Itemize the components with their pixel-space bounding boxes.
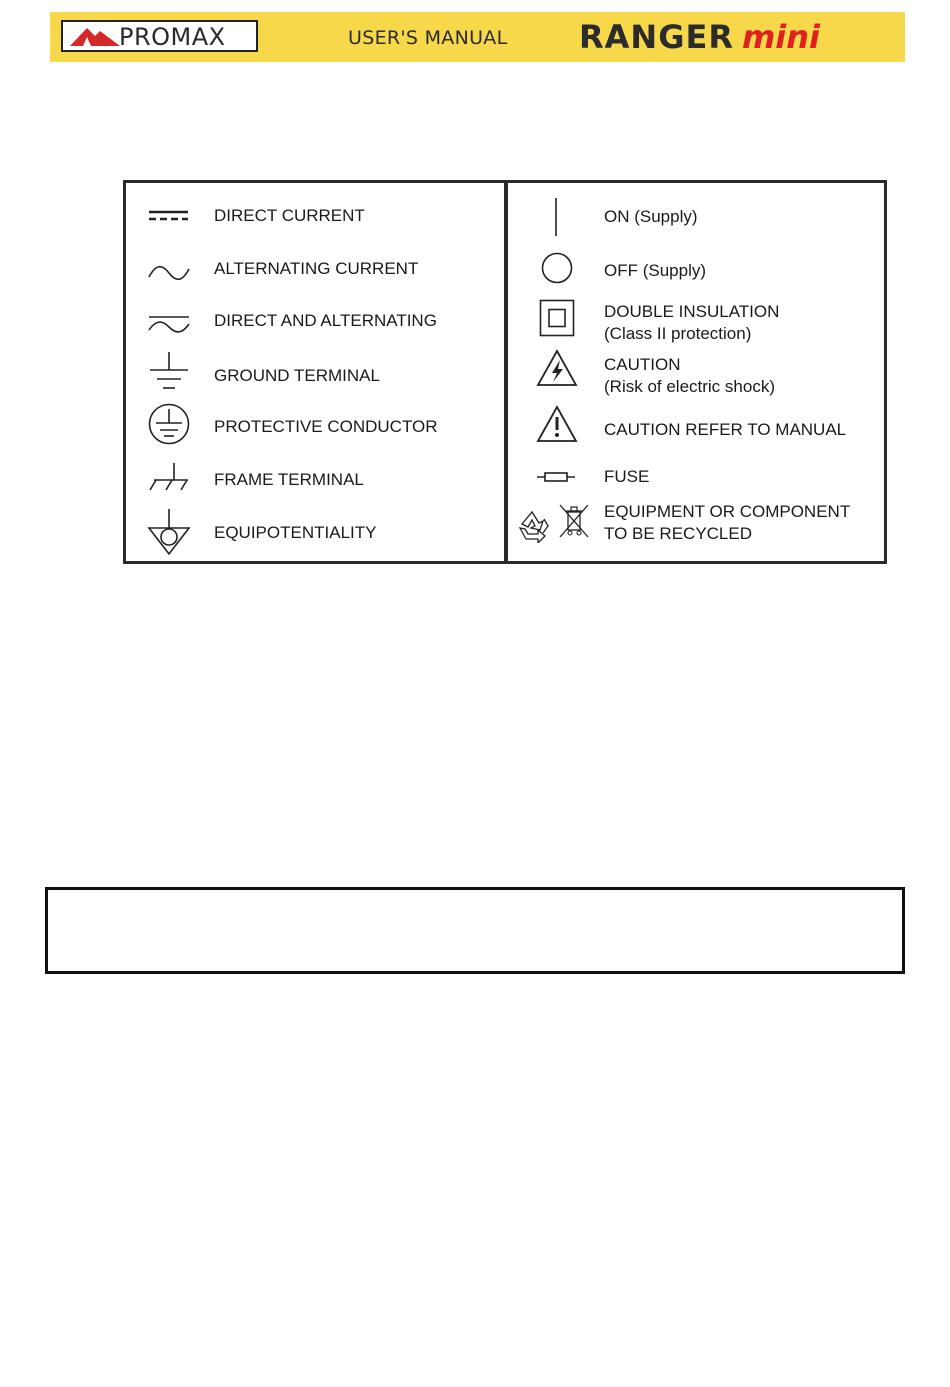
symbol-row [508,349,884,395]
symbol-label: EQUIPMENT OR COMPONENT [604,502,851,521]
symbol-row [508,251,884,285]
product-name: RANGER [579,18,734,56]
manual-title: USER'S MANUAL [348,27,508,49]
symbol-label: PROTECTIVE CONDUCTOR [214,417,438,436]
symbol-label: CAUTION [604,355,681,374]
electric-shock-warning-icon [536,349,578,387]
caution-warning-icon [536,405,578,443]
symbol-label: DIRECT CURRENT [214,206,365,225]
symbol-label-secondary: TO BE RECYCLED [604,524,753,543]
symbol-label: FRAME TERMINAL [214,470,364,489]
symbol-row [126,310,504,340]
symbol-row [126,205,504,235]
symbol-label: DIRECT AND ALTERNATING [214,311,437,330]
symbol-label: OFF (Supply) [604,261,707,280]
equipotentiality-icon [147,508,191,556]
symbol-row [126,508,504,556]
symbol-row [508,463,884,491]
brand-name: PROMAX [119,23,226,51]
direct-and-alternating-icon [148,314,190,336]
symbol-label-secondary: (Class II protection) [604,324,752,343]
promax-logo-mark-icon [69,25,121,47]
symbol-label: DOUBLE INSULATION [604,302,780,321]
symbol-label: ALTERNATING CURRENT [214,259,419,278]
symbols-right-column [508,183,884,561]
symbol-label-secondary: (Risk of electric shock) [604,377,775,396]
product-suffix: mini [741,18,821,56]
symbol-row [508,298,884,344]
symbols-table [123,180,887,564]
ground-terminal-icon [148,351,190,393]
symbol-row [508,501,884,547]
symbol-row [508,195,884,237]
symbols-left-column [126,183,504,561]
recycle-icon [514,509,550,543]
off-supply-icon [540,251,574,285]
on-supply-icon [546,197,566,237]
symbol-label: CAUTION REFER TO MANUAL [604,420,847,439]
symbol-row [126,258,504,288]
protective-conductor-icon [147,402,191,446]
symbol-label: GROUND TERMINAL [214,366,380,385]
symbol-label: ON (Supply) [604,207,698,226]
fuse-icon [536,469,576,485]
symbol-row [126,460,504,494]
direct-current-icon [148,209,190,223]
symbol-row [508,405,884,445]
symbol-row [126,349,504,393]
notice-box [45,887,905,974]
product-logo [579,18,820,56]
crossed-out-bin-icon [558,503,590,539]
promax-logo [61,20,258,52]
alternating-current-icon [148,262,190,284]
double-insulation-icon [539,299,575,337]
symbol-row [126,401,504,447]
symbol-label: EQUIPOTENTIALITY [214,523,377,542]
symbol-label: FUSE [604,467,650,486]
header-banner [50,12,905,62]
frame-terminal-icon [148,462,190,492]
